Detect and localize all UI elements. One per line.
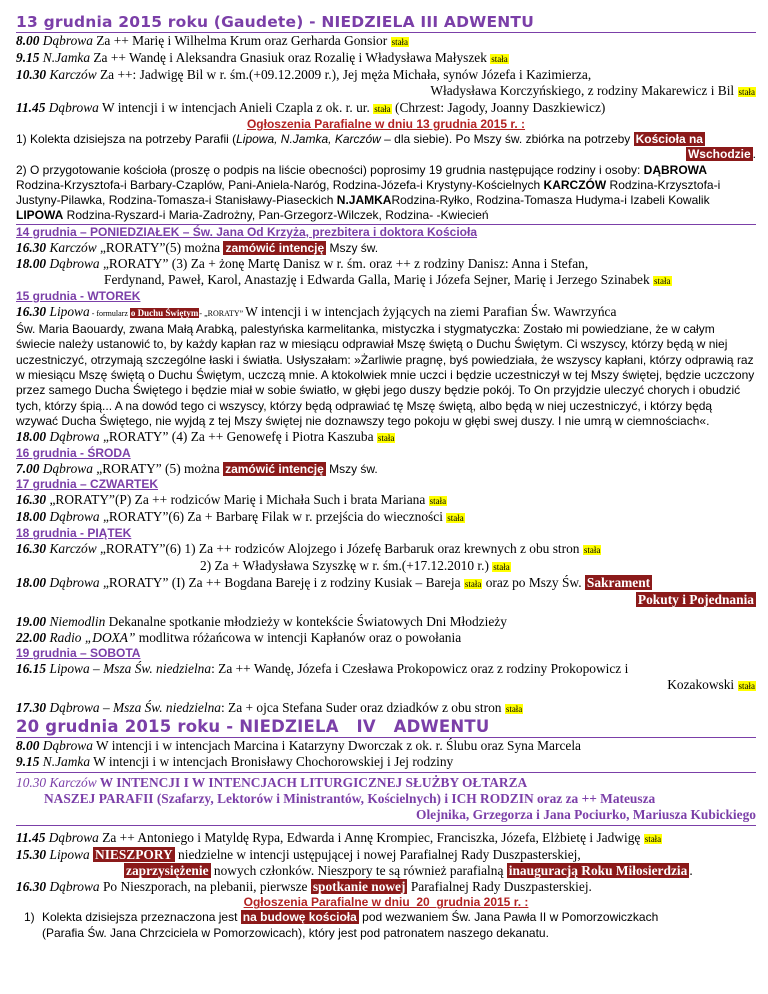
divider xyxy=(16,825,756,826)
mass-place: Karczów xyxy=(49,541,97,557)
stala-badge: stała xyxy=(654,276,671,287)
mass-place: Dąbrowa xyxy=(48,830,99,846)
mass-place: Dąbrowa xyxy=(42,738,93,754)
mass-entry xyxy=(16,509,756,526)
mass-entry xyxy=(16,541,756,558)
highlight: spotkanie nowej xyxy=(312,879,406,895)
day-heading: 16 grudnia - ŚRODA xyxy=(16,446,131,461)
mass-entry xyxy=(16,50,756,67)
mass-time: 7.00 xyxy=(16,461,40,477)
mass-entry xyxy=(16,830,756,847)
day-heading: 17 grudnia – CZWARTEK xyxy=(16,477,159,492)
formulary-label: - formularz xyxy=(89,309,130,319)
mass-time: 15.30 xyxy=(16,847,47,863)
day-heading: 18 grudnia - PIĄTEK xyxy=(16,526,132,541)
stala-badge: stała xyxy=(391,37,409,47)
mass-time: 10.30 xyxy=(16,67,47,82)
mass-intention: Za ++ Antoniego i Matyldę Rypa, Edwarda i Annę Krompiec, Franciszka, Józefa, Elżbietę i Jadwigę xyxy=(98,830,644,846)
mass-entry xyxy=(16,879,756,895)
stala-badge: stała xyxy=(583,545,601,556)
mass-time: 9.15 xyxy=(16,50,40,65)
mass-time: 18.00 xyxy=(16,575,47,591)
event-entry xyxy=(16,630,756,646)
highlight: o Duchu Świętym xyxy=(130,308,199,319)
mass-place: Dąbrowa xyxy=(49,509,100,525)
mass-place: Dąbrowa xyxy=(49,879,100,895)
mass-time: 8.00 xyxy=(16,738,40,754)
notice-text: Rodzina-Krzysztofa-i Justyny-Pilawka, Rodzina-Tomasza-i Stanisławy-Piaseckich xyxy=(16,177,721,208)
mass-entry xyxy=(16,256,756,272)
highlight: Kościoła na xyxy=(635,132,703,146)
day-masses xyxy=(16,541,756,646)
stala-badge: stała xyxy=(447,513,464,524)
notice-text: (Parafia Św. Jana Chrzciciela w Pomorzowicach), który jest pod patronatem naszego dekanatu. xyxy=(42,925,549,940)
notice-text: . xyxy=(752,147,756,162)
mass-place: Dąbrowa xyxy=(48,100,99,115)
mass-intention: 2) Za + Władysława Szyszkę w r. śm.(+17.12.2010 r.) xyxy=(200,558,493,574)
mass-intention: W INTENCJI I W INTENCJACH LITURGICZNEJ SŁUŻBY OŁTARZA xyxy=(96,775,528,791)
mass-intention: Mszy św. xyxy=(326,240,379,255)
mass-time: 10.30 xyxy=(16,775,47,791)
mass-intention: W intencji i w intencjach Marcina i Katarzyny Dworczak z ok. r. Ślubu oraz Syna Marcela xyxy=(92,738,581,754)
mass-time: 11.45 xyxy=(16,100,46,115)
sunday-heading: 13 grudnia 2015 roku (Gaudete) - NIEDZIELA III ADWENTU xyxy=(16,13,534,31)
notice-text: – dla siebie). Po Mszy św. zbiórka na potrzeby xyxy=(380,132,634,146)
mass-entry xyxy=(16,661,756,677)
stala-badge: stała xyxy=(493,562,510,573)
mass-intention: W intencji i w intencjach żyjących na ziemi Parafian Św. Wawrzyńca xyxy=(245,304,617,320)
notice-text: Kolekta dzisiejsza przeznaczona jest xyxy=(42,910,241,925)
day-masses xyxy=(16,240,756,289)
mass-time: 8.00 xyxy=(16,33,40,48)
stala-badge: stała xyxy=(429,496,447,507)
notices-title: Ogłoszenia Parafialne w dniu 20 grudnia 2015 r. : xyxy=(243,895,529,910)
notices-title: Ogłoszenia Parafialne w dniu 13 grudnia 2015 r. : xyxy=(246,117,526,131)
mass-intention: „RORATY” (4) Za ++ Genowefę i Piotra Kaszuba xyxy=(99,429,377,445)
stala-badge: stała xyxy=(491,54,508,64)
mass-place: Lipowa xyxy=(49,847,90,863)
stala-badge: stała xyxy=(377,433,395,444)
mass-intention: . xyxy=(689,863,693,879)
stala-badge: stała xyxy=(644,834,662,845)
mass-place: N.Jamka xyxy=(42,50,91,65)
day-masses xyxy=(16,661,756,717)
mass-intention: Mszy św. xyxy=(325,462,378,477)
notice-text: 2) O przygotowanie kościoła (proszę o podpis na liście obecności) poprosimy 19 grudnia następujące rodziny i osoby: xyxy=(16,162,644,177)
notice-item xyxy=(16,910,756,941)
mass-intention: Władysława Korczyńskiego, z rodziny Makarewicz i Bil xyxy=(430,83,738,98)
mass-time: 18.00 xyxy=(16,509,47,525)
mass-intention: oraz po Mszy Św. xyxy=(482,575,585,591)
sunday-masses xyxy=(16,33,756,117)
mass-time: 16.30 xyxy=(16,879,47,895)
mass-time: 18.00 xyxy=(16,256,47,272)
event-text: Dekanalne spotkanie młodzieży w kontekście Światowych Dni Młodzieży xyxy=(105,614,507,630)
highlight: na budowę kościoła xyxy=(242,910,357,925)
mass-time: 9.15 xyxy=(16,754,40,770)
baptism-note: (Chrzest: Jagody, Joanny Daszkiewicz) xyxy=(391,100,606,115)
mass-place: Dąbrowa xyxy=(42,461,93,477)
mass-intention: Za ++: Jadwigę Bil w r. śm.(+09.12.2009 r.), Jej męża Michała, synów Józefa i Kazimierza, xyxy=(96,67,592,82)
mass-time: 16.30 xyxy=(16,492,47,508)
mass-intention: Olejnika, Grzegorza i Jana Pociurko, Mariusza Kubickiego xyxy=(416,807,756,823)
highlight: zaprzysiężenie xyxy=(126,863,209,879)
mass-intention: Po Nieszporach, na plebanii, pierwsze xyxy=(99,879,311,895)
mass-entry-continuation xyxy=(16,863,756,879)
mass-place: Niemodlin xyxy=(49,614,106,630)
mass-place: Karczów xyxy=(49,67,97,82)
mass-intention: : Za ++ Wandę, Józefa i Czesława Prokopowicz oraz z rodziny Prokopowicz i xyxy=(211,661,629,677)
saint-quote: Św. Maria Baouardy, zwana Małą Arabką, palestyńska karmelitanka, mistyczka i stygmatyczka: Zostało mi powiedziane, że w całym świecie należy ustanowić to, by każdy kapłan raz w miesiącu odprawiał Mszę świętą o Duchu Świętym. Ci wszyscy, którzy będą w niej uczestniczyć, otrzymają szczególne łaski i światła. Usłyszałam: »Żarliwie pragnę, byś powiedziała, że wszyscy kapłani, którzy odprawią raz w miesiącu Mszę świętą o Duchu Świętym, uczczą mnie. A ktokolwiek mnie uczci i będzie uczestniczył w tej Mszy świętej, będzie uczczony przez samego Ducha Świętego i będzie miał w sobie światło, w głębi jego duszy będzie pokój. To On przyjdzie uleczyć chorych i obudzić tych, którzy śpią... A na dowód tego ci wszyscy, którzy będą odprawiać tę Mszę świętą, albo będą w niej uczestniczyć, i którzy będą wzywać Ducha Świętego, nie wyjdą z tej Mszy świętej nie doznawszy tego pokoju w głębi swej duszy. I nie umrą w ciemnościach«. xyxy=(16,322,755,428)
mass-entry xyxy=(16,847,756,863)
notice-text: Rodzina-Krzysztofa-i Barbary-Czaplów, Pani-Aniela-Naróg, Rodzina-Józefa-i Krystyny-Kościelnych xyxy=(16,177,544,192)
notice-text: Rodzina-Ryszard-i Maria-Zadrożny, Pan-Grzegorz-Wilczek, Rodzina- -Kwiecień xyxy=(63,208,489,223)
mass-intention: niedzielne w intencji ustępującej i nowej Parafialnej Rady Duszpasterskiej, xyxy=(174,847,581,863)
mass-place: Dąbrowa xyxy=(42,33,93,48)
notice-item xyxy=(16,163,756,224)
mass-time: 16.30 xyxy=(16,239,47,255)
day-heading: 15 grudnia - WTOREK xyxy=(16,289,141,304)
parish-name: N.JAMKA xyxy=(336,193,392,208)
stala-badge: stała xyxy=(738,681,755,692)
day-heading: 14 grudnia – PONIEDZIAŁEK – Św. Jana Od Krzyża, prezbitera i doktora Kościoła xyxy=(16,224,478,239)
mass-intention: „RORATY”(6) Za + Barbarę Filak w r. przejścia do wieczności xyxy=(99,509,447,525)
highlight: inauguracją Roku Miłosierdzia xyxy=(508,863,688,879)
mass-entry xyxy=(16,240,756,256)
mass-intention: Kozakowski xyxy=(667,677,738,693)
event-text: modlitwa różańcowa w intencji Kapłanów oraz o powołania xyxy=(135,630,462,646)
mass-intention: „RORATY” (3) Za + żonę Martę Danisz w r. śm. oraz ++ z rodziny Danisz: Anna i Stefan, xyxy=(99,256,589,272)
mass-intention: „RORATY” (5) można xyxy=(92,461,224,477)
sunday-masses xyxy=(16,738,756,895)
roraty-label: - „RORATY” xyxy=(199,309,246,319)
mass-time: 22.00 xyxy=(16,630,47,646)
mass-place: Karczów xyxy=(49,239,97,255)
mass-entry xyxy=(16,575,756,592)
stala-badge: stała xyxy=(464,579,482,590)
mass-intention: Parafialnej Rady Duszpasterskiej. xyxy=(407,879,592,895)
mass-place: Radio „DOXA” xyxy=(49,630,136,646)
mass-entry xyxy=(16,461,756,477)
highlight: Wschodzie xyxy=(687,147,751,162)
mass-entry xyxy=(16,700,756,717)
mass-time: 17.30 xyxy=(16,700,47,716)
notice-text: 1) Kolekta dzisiejsza na potrzeby Parafii ( xyxy=(16,132,237,146)
mass-entry-continuation xyxy=(16,558,756,575)
parish-name: DĄBROWA xyxy=(643,162,707,177)
mass-entry-continuation xyxy=(16,272,756,289)
mass-intention: „RORATY” (I) Za ++ Bogdana Bareję i z rodziny Kusiak – Bareja xyxy=(99,575,464,591)
day-masses xyxy=(16,492,756,526)
mass-entry xyxy=(16,304,756,322)
highlight: Pokuty i Pojednania xyxy=(637,592,754,608)
mass-entry-continuation xyxy=(16,807,756,823)
notice-text: pod wezwaniem Św. Jana Pawła II w Pomorzowiczkach xyxy=(358,910,659,925)
mass-place: Dąbrowa xyxy=(49,256,100,272)
mass-entry xyxy=(16,429,756,446)
mass-entry-continuation xyxy=(16,592,756,608)
mass-intention: : Za + ojca Stefana Suder oraz dziadków z obu stron xyxy=(220,700,505,716)
mass-intention: „RORATY”(5) można xyxy=(96,239,224,255)
mass-entry xyxy=(16,775,756,791)
mass-place: Dąbrowa – Msza Św. niedzielna xyxy=(49,700,221,716)
mass-intention: NASZEJ PARAFII (Szafarzy, Lektorów i Ministrantów, Kościelnych) i ICH RODZIN oraz za ++ Mateusza xyxy=(44,791,656,807)
highlight: zamówić intencję xyxy=(225,240,325,255)
mass-intention: „RORATY”(P) Za ++ rodziców Marię i Michała Such i brata Mariana xyxy=(46,492,429,508)
notice-text: Rodzina-Ryłko, Rodzina-Tomasza Hudyma-i Izabeli Kowalik xyxy=(391,193,710,208)
mass-entry xyxy=(16,100,756,117)
mass-time: 11.45 xyxy=(16,830,46,846)
mass-entry xyxy=(16,738,756,754)
stala-badge: stała xyxy=(374,104,391,114)
mass-time: 19.00 xyxy=(16,614,47,630)
parish-name: KARCZÓW xyxy=(543,177,607,192)
mass-place: Dąbrowa xyxy=(49,575,100,591)
mass-entry xyxy=(16,33,756,50)
mass-time: 16.30 xyxy=(16,304,47,320)
highlight: Sakrament xyxy=(586,575,651,591)
mass-intention: Za ++ Marię i Wilhelma Krum oraz Gerharda Gonsior xyxy=(92,33,391,48)
mass-place: Dąbrowa xyxy=(49,429,100,445)
divider xyxy=(16,772,756,773)
mass-entry-continuation xyxy=(16,677,756,694)
notice-places: Lipowa, N.Jamka, Karczów xyxy=(236,132,381,146)
mass-time: 16.30 xyxy=(16,541,47,557)
mass-time: 16.15 xyxy=(16,661,47,677)
day-heading: 19 grudnia – SOBOTA xyxy=(16,646,141,661)
stala-badge: stała xyxy=(505,704,523,715)
event-entry xyxy=(16,614,756,630)
mass-intention: Za ++ Wandę i Aleksandra Gnasiuk oraz Rozalię i Władysława Małyszek xyxy=(90,50,491,65)
mass-place: Karczów xyxy=(49,775,97,791)
mass-intention: W intencji i w intencjach Bronisławy Chochorowskiej i Jej rodziny xyxy=(90,754,454,770)
mass-entry xyxy=(16,492,756,509)
sunday-heading: 20 grudnia 2015 roku - NIEDZIELA IV ADWENTU xyxy=(16,717,490,737)
mass-intention: Ferdynand, Paweł, Karol, Anastazję i Edwarda Galla, Marię i Józefa Sejner, Marię i Jerzego Szinabek xyxy=(104,272,654,288)
mass-time: 18.00 xyxy=(16,429,47,445)
mass-place: N.Jamka xyxy=(42,754,91,770)
mass-entry xyxy=(16,67,756,83)
highlight: zamówić intencję xyxy=(225,462,324,477)
parish-name: LIPOWA xyxy=(16,208,64,223)
mass-entry-continuation xyxy=(16,791,756,807)
mass-place: Lipowa xyxy=(49,304,90,320)
stala-badge: stała xyxy=(738,87,755,97)
list-number: 1) xyxy=(24,910,35,925)
mass-intention: nowych członków. Nieszpory te są również parafialną xyxy=(210,863,507,879)
mass-entry xyxy=(16,754,756,770)
mass-intention: W intencji i w intencjach Anieli Czapla z ok. r. ur. xyxy=(98,100,374,115)
notice-item xyxy=(16,132,756,163)
mass-entry-continuation xyxy=(16,83,756,100)
mass-intention: „RORATY”(6) 1) Za ++ rodziców Alojzego i Józefę Barbaruk oraz krewnych z obu stron xyxy=(96,541,583,557)
highlight: NIESZPORY xyxy=(95,847,173,863)
mass-place: Lipowa – Msza Św. niedzielna xyxy=(49,661,212,677)
